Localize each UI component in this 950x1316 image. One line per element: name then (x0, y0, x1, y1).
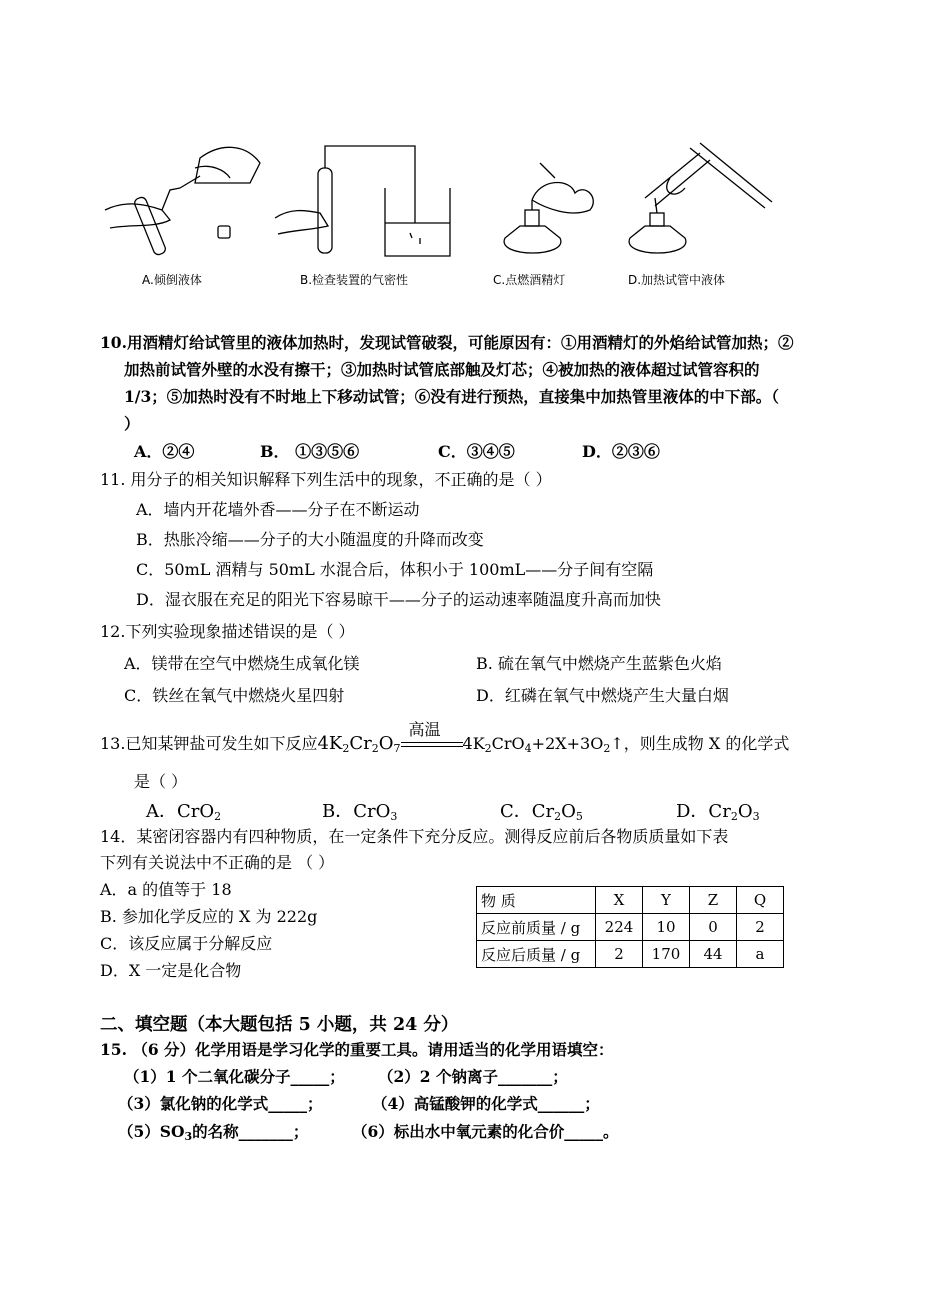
table-cell: 44 (690, 941, 737, 968)
q14-option-b: B. 参加化学反应的 X 为 222g (100, 907, 318, 926)
q12-option-a: A．镁带在空气中燃烧生成氧化镁 (124, 654, 360, 673)
q12-option-c: C．铁丝在氧气中燃烧火星四射 (124, 686, 345, 705)
q11-option-d: D．湿衣服在充足的阳光下容易晾干——分子的运动速率随温度升高而加快 (136, 590, 661, 609)
lab-illustrations (100, 138, 790, 268)
table-cell: 224 (596, 914, 643, 941)
figure-caption-b: B.检查装置的气密性 (300, 273, 409, 287)
table-cell: 170 (643, 941, 690, 968)
table-header-cell: 物 质 (477, 887, 596, 914)
table-cell: 反应后质量 / g (477, 941, 596, 968)
q13-reaction-arrow (401, 719, 463, 753)
q11-option-b: B．热胀冷缩——分子的大小随温度的升降而改变 (136, 530, 484, 549)
q13-option-d: D．$Cr_2O_3$ (676, 801, 760, 823)
q13-product: $4K_2CrO_4+2X+3O_2$ (462, 734, 611, 755)
q10-line-3: 1/3；⑤加热时没有不时地上下移动试管；⑥没有进行预热，直接集中加热管里液体的中下部。（ (124, 387, 779, 406)
q10-option-d: D．②③⑥ (582, 442, 660, 461)
q11-option-c: C．50mL 酒精与 50mL 水混合后，体积小于 100mL——分子间有空隔 (136, 560, 654, 579)
q13-suffix: ↑，则生成物 X 的化学式 (610, 734, 790, 753)
q10-option-b: B． ①③⑤⑥ (260, 442, 360, 461)
table-header-cell: X (596, 887, 643, 914)
table-cell: 反应前质量 / g (477, 914, 596, 941)
q12-stem: 12.下列实验现象描述错误的是（ ） (100, 622, 355, 641)
q15-blank-5: $(5)SO_3$的名称_______； (118, 1122, 309, 1143)
q10-option-c: C．③④⑤ (438, 442, 515, 461)
q14-option-c: C．该反应属于分解反应 (100, 934, 273, 953)
table-cell: 10 (643, 914, 690, 941)
q13-reactant: $4K_2Cr_2O_7$ (317, 733, 401, 755)
light-alcohol-lamp-illustration (504, 163, 593, 253)
q12-option-d: D．红磷在氧气中燃烧产生大量白烟 (476, 686, 729, 705)
q11-option-a: A．墙内开花墙外香——分子在不断运动 (136, 500, 420, 519)
airtightness-check-illustration (275, 146, 450, 256)
q15-blank-3: （3）氯化钠的化学式_____； (118, 1094, 323, 1113)
table-row (477, 941, 784, 968)
figure-caption-c: C.点燃酒精灯 (493, 273, 566, 287)
q13-option-a: A．CrO$_2$ (146, 801, 222, 823)
q15-blank-1: （1）1 个二氧化碳分子_____； (124, 1067, 345, 1086)
q14-option-a: A．a 的值等于 18 (100, 880, 232, 899)
table-cell: 2 (596, 941, 643, 968)
q13-equation-line (100, 719, 790, 755)
q13-condition: 高温 (408, 719, 441, 739)
figure-caption-d: D.加热试管中液体 (628, 273, 726, 287)
experiment-figures (100, 138, 790, 288)
pour-liquid-illustration (105, 147, 260, 256)
q10-line-2: 加热前试管外壁的水没有擦干；③加热时试管底部触及灯芯；④被加热的液体超过试管容积的 (124, 360, 760, 379)
q12-option-b: B. 硫在氧气中燃烧产生蓝紫色火焰 (476, 654, 722, 673)
q15-blank-6: （6）标出水中氧元素的化合价_____。 (352, 1122, 619, 1141)
q11-stem: 11. 用分子的相关知识解释下列生活中的现象，不正确的是（ ） (100, 470, 552, 489)
table-cell: 2 (737, 914, 784, 941)
mass-table (476, 886, 784, 968)
table-cell: 0 (690, 914, 737, 941)
table-cell: a (737, 941, 784, 968)
table-header-cell: Y (643, 887, 690, 914)
table-header-cell: Z (690, 887, 737, 914)
heat-test-tube-illustration (629, 143, 772, 253)
figure-caption-a: A.倾倒液体 (142, 273, 202, 287)
q13-option-c: C．$Cr_2O_5$ (500, 801, 583, 823)
q14-stem-1: 14．某密闭容器内有四种物质，在一定条件下充分反应。测得反应前后各物质质量如下表 (100, 827, 729, 846)
table-header-cell: Q (737, 887, 784, 914)
q10-line-1: 10.用酒精灯给试管里的液体加热时，发现试管破裂，可能原因有：①用酒精灯的外焰给试管加热；② (100, 333, 794, 352)
q13-prefix: 13.已知某钾盐可发生如下反应 (100, 734, 318, 753)
section-2-title: 二、填空题（本大题包括 5 小题，共 24 分） (100, 1015, 459, 1035)
q15-stem: 15. （6 分）化学用语是学习化学的重要工具。请用适当的化学用语填空： (100, 1040, 614, 1059)
q15-blank-4: （4）高锰酸钾的化学式______； (372, 1094, 600, 1113)
table-header-row (477, 887, 784, 914)
q13-line-2: 是（ ） (134, 772, 188, 791)
table-row (477, 914, 784, 941)
q13-option-b: B．CrO$_3$ (322, 801, 398, 823)
q10-line-4: ） (124, 414, 140, 433)
q15-blank-2: （2）2 个钠离子_______； (378, 1067, 568, 1086)
q14-stem-2: 下列有关说法中不正确的是 （ ） (100, 853, 335, 872)
q14-option-d: D．X 一定是化合物 (100, 961, 242, 980)
q10-option-a: A．②④ (134, 442, 195, 461)
